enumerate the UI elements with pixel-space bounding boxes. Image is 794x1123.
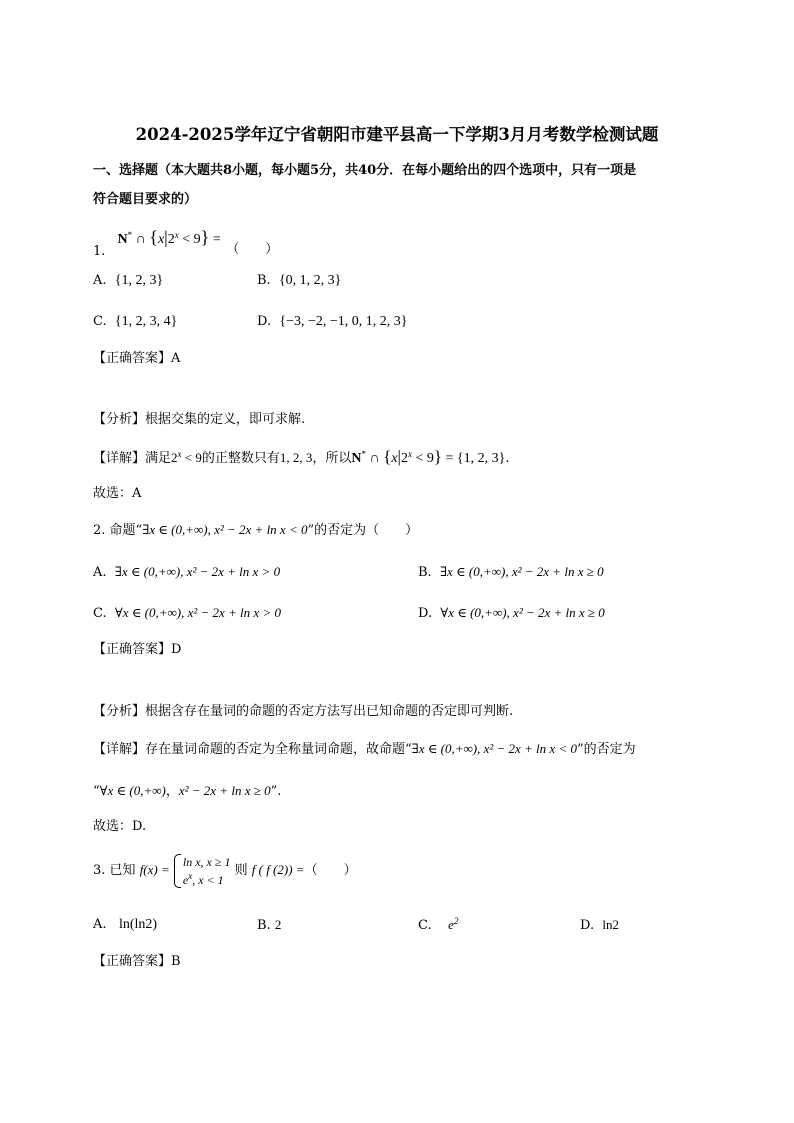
q1-stem [93,227,279,259]
q3-option-d: D. ln2 [580,917,619,933]
q2-detail-line2: “∀x ∈ (0,+∞)，x² − 2x + ln x ≥ 0”. [93,783,282,799]
q2-option-d: D. ∀x ∈ (0,+∞), x² − 2x + ln x ≥ 0 [418,605,605,621]
section-heading-line2: 符合题目要求的） [93,192,198,207]
q2-option-a: A. ∃x ∈ (0,+∞), x² − 2x + ln x > 0 [93,564,281,580]
q1-detail: 【详解】满足$2^x < 9$的正整数只有1, 2, 3，所以N* ∩ $\{x|2^x < 9\} = \{1$, 2, 3}. [93,447,510,466]
page-title: 2024-2025学年辽宁省朝阳市建平县高一下学期3月月考数学检测试题 [135,125,659,144]
q2-option-b: B. ∃x ∈ (0,+∞), x² − 2x + ln x ≥ 0 [418,564,604,580]
q1-analysis: 【分析】根据交集的定义，即可求解. [93,412,306,427]
q1-option-b: B. {0, 1, 2, 3} [257,273,342,288]
q3-stem: 3. 已知 f(x) = ln x, x ≥ 1 $e^x$, x < 1 则 f ( f (2)) =（ ） [93,854,357,887]
q1-option-a: A. {1, 2, 3} [93,273,164,288]
q1-answer-paren: （ ） [226,242,279,257]
q3-option-a: A. ln(ln2) [93,917,158,932]
q3-correct-answer: 【正确答案】B [93,954,181,969]
q1-number: 1. [93,244,106,259]
q3-option-c: C. $e^2$ [418,916,459,933]
q2-option-c: C. ∀x ∈ (0,+∞), x² − 2x + ln x > 0 [93,605,281,621]
q2-correct-answer: 【正确答案】D [93,642,182,657]
q2-conclusion: 故选：D. [93,819,147,834]
section-heading-line1: 一、选择题（本大题共8小题，每小题5分，共40分．在每小题给出的四个选项中，只有一项是 [93,163,637,178]
q1-option-d: D. {−3, −2, −1, 0, 1, 2, 3} [257,314,408,329]
q2-stem: 2. 命题“∃x ∈ (0,+∞), x² − 2x + ln x < 0”的否定为（ ） [93,522,419,538]
q1-option-c: C. {1, 2, 3, 4} [93,314,178,329]
q1-correct-answer: 【正确答案】A [93,351,181,366]
q1-set-math: N* ∩ $\{x|2^x < 9\}$ = [117,227,221,247]
q3-option-b: B. 2 [257,917,282,933]
q2-analysis: 【分析】根据含存在量词的命题的否定方法写出已知命题的否定即可判断. [93,704,514,719]
q1-conclusion: 故选：A [93,486,142,501]
q3-piecewise: ln x, x ≥ 1 $e^x$, x < 1 [174,853,231,889]
q2-detail-line1: 【详解】存在量词命题的否定为全称量词命题，故命题“∃x ∈ (0,+∞), x² − 2x + ln x < 0”的否定为 [93,741,636,757]
